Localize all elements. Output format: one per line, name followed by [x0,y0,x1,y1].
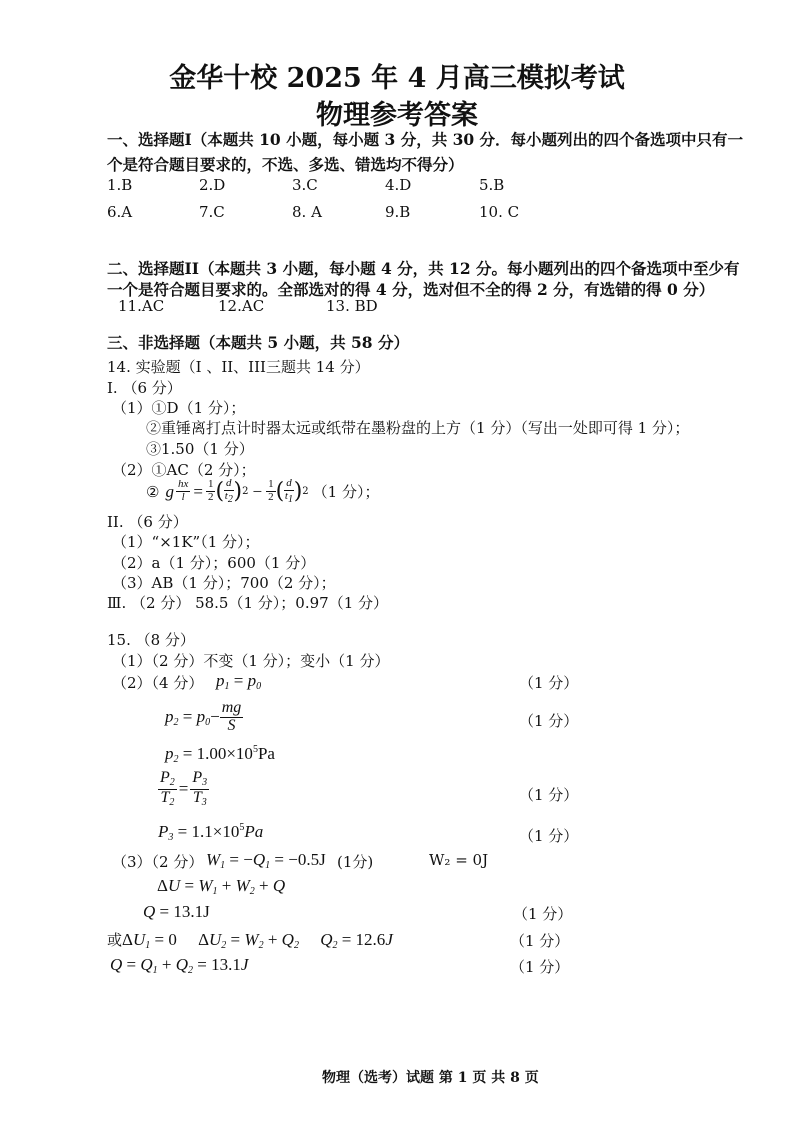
section2-header-line1: 二、选择题II（本题共 3 小题，每小题 4 分，共 12 分。每小题列出的四个备选项中至少有 [107,259,740,278]
score-2: （1 分） [519,712,579,730]
q14-i2a: （2）①AC（2 分）； [112,461,256,479]
section3-header: 三、非选择题（本题共 5 小题，共 58 分） [107,333,409,352]
answer-4: 4.D [385,176,412,194]
eq-q-total: $Q = Q_1 + Q_2 = 13.1J$ [110,955,249,976]
q14-i1a: （1）①D（1 分）； [112,399,246,417]
q14-ii3: （3）AB（1 分）；700（2 分）； [112,574,336,592]
eq-q: Q = 13.1J [143,902,210,921]
section2-header-line2: 一个是符合题目要求的。全部选对的得 4 分，选对但不全的得 2 分，有选错的得 0 分） [107,280,715,299]
score-1: （1 分） [519,674,579,692]
answer-12: 12.AC [218,297,265,315]
q14-i1b: ②重锤离打点计时器太远或纸带在墨粉盘的上方（1 分）（写出一处即可得 1 分）； [146,419,690,437]
score-5: （1 分） [513,905,573,923]
eq-w2: W₂ = 0J [429,851,489,869]
answer-13: 13. BD [326,297,378,315]
answer-3: 3.C [292,176,318,194]
q14-i1c: ③1.50（1 分） [146,440,254,458]
eq-p1: $p_1 = p_0$ [216,671,262,692]
eq-p3: $P_3 = 1.1\times 10^5Pa$ [158,822,264,843]
eq-w1: $W_1 = -Q_1 = -0.5J$ [206,850,326,871]
section1-header-line2: 个是符合题目要求的，不选、多选、错选均不得分） [107,155,464,174]
section1-header-line1: 一、选择题I（本题共 10 小题，每小题 3 分，共 30 分．每小题列出的四个备选项中只有一 [107,130,744,149]
page-title: 金华十校 2025 年 4 月高三模拟考试 [169,63,625,94]
answer-6: 6.A [107,203,133,221]
answer-2: 2.D [199,176,226,194]
q15-p3: （3）（2 分） [112,853,204,871]
q15-p1: （1）（2 分）不变（1 分）；变小（1 分） [112,652,390,670]
q14-title: 14. 实验题（I 、II、III三题共 14 分） [107,358,370,376]
eq-p2: $p_2 = p_0-$ $\frac{mg}{S}$ [165,699,242,734]
eq-ratio: $\frac{P_2}{T_2}$ = $\frac{P_3}{T_3}$ [160,769,208,808]
score-6: （1 分） [510,932,570,950]
q14-i2b-suffix: （1 分）； [312,483,380,502]
answer-7: 7.C [199,203,225,221]
eq-alt: 或$\Delta U_1 = 0$ $\Delta U_2 = W_2 + Q_2$ $Q_2 = 12.6J$ [107,930,393,951]
q14-i2b-formula: ② g $\frac{hx}{l}$ = $\frac{1}{2}$ ( $\frac{d}{t2}$ ) 2 − $\frac{1}{2}$ ( $\frac{d}{t1}$ ) 2 （1 分）； [146,477,380,505]
page-footer: 物理（选考）试题 第 1 页 共 8 页 [322,1070,539,1086]
answer-5: 5.B [479,176,505,194]
eq-delta-u: $\Delta U = W_1 + W_2 + Q$ [157,876,286,897]
q14-ii1: （1）“×1K”（1 分）； [112,533,260,551]
answer-1: 1.B [107,176,133,194]
page-subtitle: 物理参考答案 [316,100,478,131]
answer-10: 10. C [479,203,520,221]
q14-part-iii: Ⅲ. （2 分） 58.5（1 分）；0.97（1 分） [107,594,389,612]
score-inline: (1分) [337,853,374,871]
or-prefix: 或 [107,933,123,949]
q15-title: 15. （8 分） [107,631,195,649]
q14-ii2: （2）a（1 分）；600（1 分） [112,554,316,572]
answer-11: 11.AC [118,297,165,315]
q14-part-ii: II. （6 分） [107,513,188,531]
q14-i2b-prefix: ② [146,482,160,501]
score-3: （1 分） [519,786,579,804]
score-7: （1 分） [510,958,570,976]
eq-p2-value: $p_2 = 1.00\times 10^5Pa$ [165,744,275,765]
answer-8: 8. A [292,203,322,221]
q14-part-i: I. （6 分） [107,379,182,397]
answer-9: 9.B [385,203,411,221]
score-4: （1 分） [519,827,579,845]
q15-p2: （2）（4 分） [112,674,204,692]
